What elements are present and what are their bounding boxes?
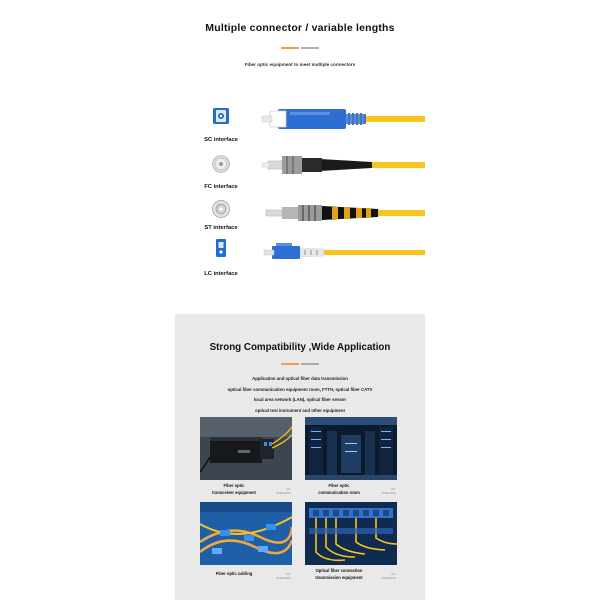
fc-connector-icon (211, 154, 231, 174)
tag-number: 02 / (391, 487, 396, 491)
section-subtitle: Fiber optic equipment to meet multiple connectors (244, 62, 356, 67)
description-line: Application and optical fiber data transmission (252, 376, 348, 381)
application-description (175, 374, 425, 416)
lc-connector-icon (211, 238, 231, 258)
connector-label: ST interface (204, 225, 238, 231)
connector-label: SC interface (204, 137, 238, 143)
connector-section (175, 0, 425, 300)
tag-word: SCENARIO (381, 576, 396, 580)
st-connector-icon (211, 199, 231, 219)
accent-dash-gray (301, 363, 319, 365)
scenario-card (200, 502, 292, 584)
tag-number: 04 / (391, 572, 396, 576)
fc-cable-image (260, 150, 425, 180)
scenario-caption (309, 568, 369, 581)
patch-panel-photo (305, 502, 397, 565)
scenario-card (305, 417, 397, 499)
st-cable-image (260, 198, 425, 228)
connector-row-st (175, 195, 425, 241)
section-title: Multiple connector / variable lengths (205, 22, 395, 34)
scenario-caption (204, 483, 264, 496)
accent-dash-orange (281, 363, 299, 365)
scenario-tag (276, 487, 291, 495)
caption-line: communication room (318, 489, 360, 495)
connector-label: FC interface (204, 184, 238, 190)
scenario-tag (276, 572, 291, 580)
caption-line: transceiver equipment (212, 489, 256, 495)
accent-dash-gray (301, 47, 319, 49)
sc-connector-icon (211, 106, 231, 126)
caption-line: Fiber optic (328, 483, 350, 488)
description-line: optical test instrument and other equipment (255, 407, 345, 413)
connector-label: LC interface (204, 271, 238, 277)
scenario-tag (381, 487, 396, 495)
tag-word: SCENARIO (381, 491, 396, 495)
caption-line: Optical fiber connection (315, 568, 363, 573)
scenario-caption (204, 571, 264, 578)
scenario-card (305, 502, 397, 584)
tag-word: SCENARIO (276, 491, 291, 495)
caption-line: transmission equipment (315, 574, 363, 580)
description-line: local area network (LAN), optical fiber sensor (253, 397, 347, 402)
transceiver-photo (200, 417, 292, 480)
tag-number: 03 / (286, 572, 291, 576)
cabling-photo (200, 502, 292, 565)
caption-line: Fiber optic (223, 483, 245, 488)
description-line: optical fiber communication equipment room, FTTH, optical fiber CATV (227, 386, 373, 392)
scenario-card (200, 417, 292, 499)
server-room-photo (305, 417, 397, 480)
accent-dash-orange (281, 47, 299, 49)
section-title: Strong Compatibility ,Wide Application (209, 342, 391, 353)
scenario-caption (309, 483, 369, 496)
connector-row-lc (175, 238, 425, 284)
tag-number: 01 / (286, 487, 291, 491)
scenario-tag (381, 572, 396, 580)
application-section (175, 314, 425, 600)
caption-line: Fiber optic cabling (215, 571, 253, 576)
tag-word: SCENARIO (276, 576, 291, 580)
lc-cable-image (260, 238, 425, 268)
connector-row-fc (175, 152, 425, 198)
sc-cable-image (260, 104, 425, 134)
connector-row-sc (175, 104, 425, 150)
